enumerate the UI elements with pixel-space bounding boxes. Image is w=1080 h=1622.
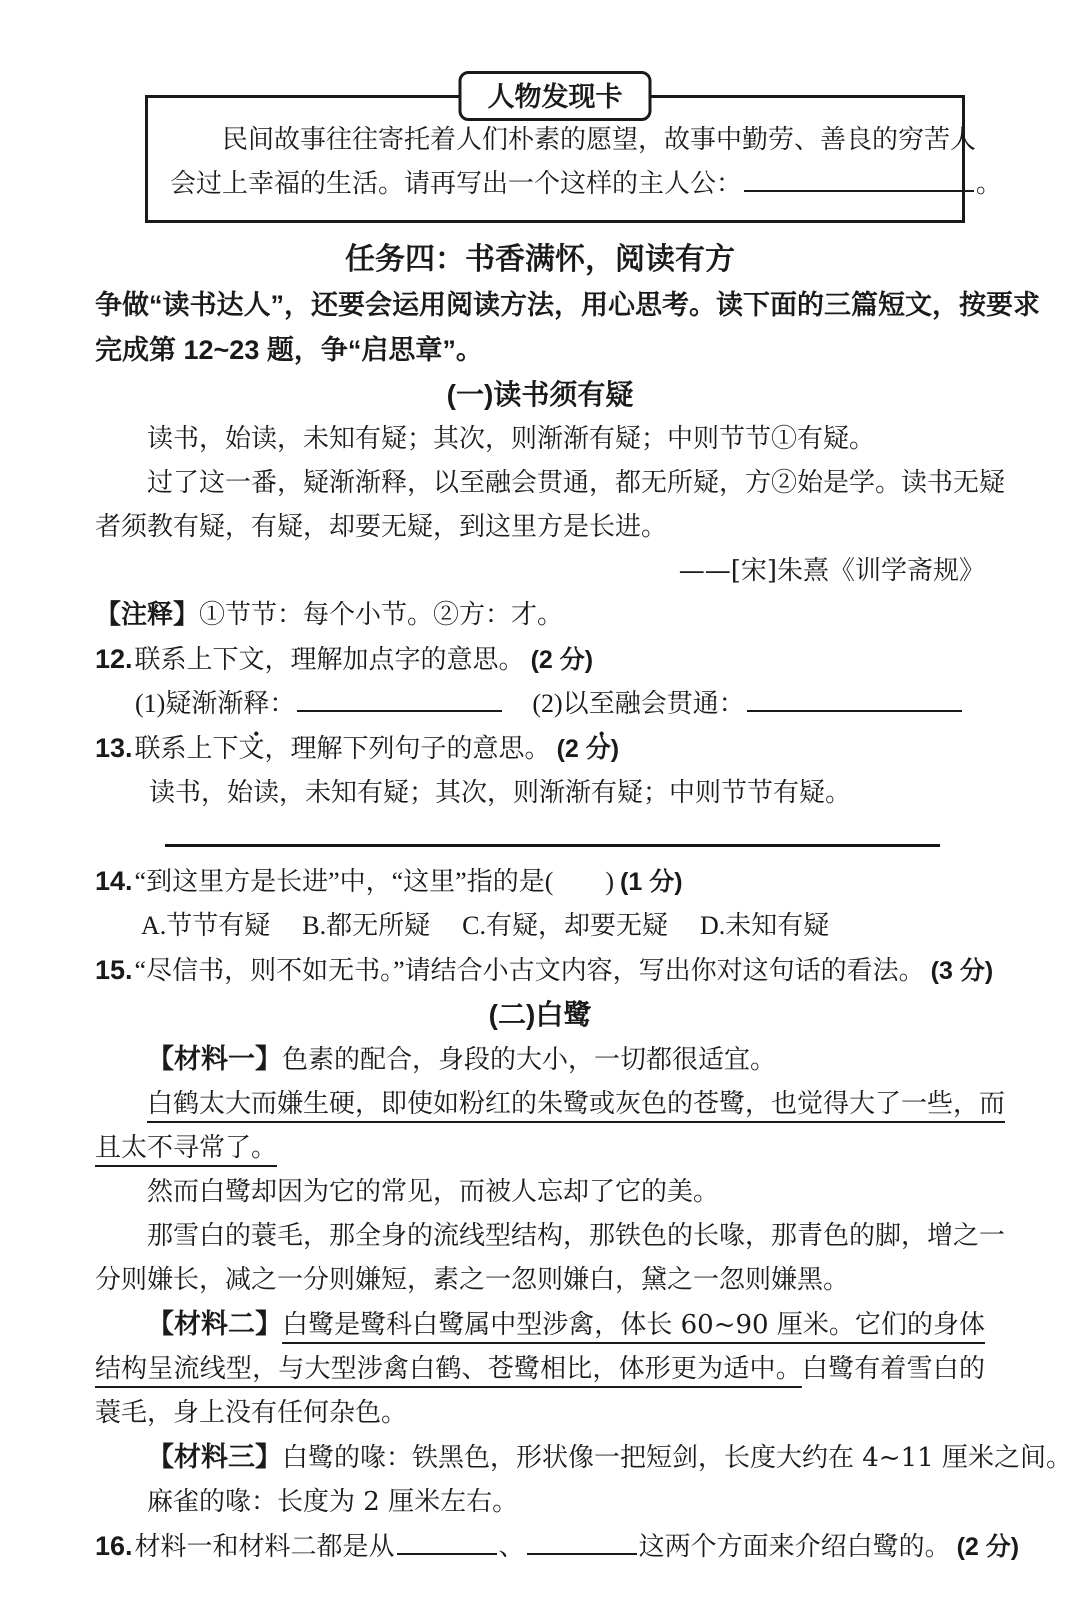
question-text: 材料一和材料二都是从 <box>134 1532 395 1561</box>
dotted-char: 至 <box>588 689 615 718</box>
text-line: 过了这一番，疑渐渐释，以至融会贯通，都无所疑，方②始是学。读书无疑 <box>147 468 1006 498</box>
score-badge: (2 分) <box>530 646 594 674</box>
exam-page <box>0 82 1080 1622</box>
quoted-sentence: 读书，始读，未知有疑；其次，则渐渐有疑；中则节节有疑。 <box>149 778 852 808</box>
material-two-label: 【材料二】 <box>147 1309 283 1339</box>
question-14 <box>95 859 985 904</box>
material-three-line2: 麻雀的喙：长度为 2 厘米左右。 <box>147 1487 519 1517</box>
passage-one-paragraph1 <box>95 417 985 461</box>
answer-line <box>165 815 940 847</box>
question-text: “尽信书，则不如无书。”请结合小古文内容，写出你对这句话的看法。 <box>134 956 925 985</box>
text-line: 读书，始读，未知有疑；其次，则渐渐有疑；中则节节①有疑。 <box>147 424 876 454</box>
passage-two-paragraph3: 然而白鹭却因为它的常见，而被人忘却了它的美。 <box>147 1177 720 1207</box>
question-16 <box>95 1524 1020 1569</box>
material-three-label: 【材料三】 <box>147 1442 282 1472</box>
part2-text: (2)以 <box>532 689 589 718</box>
question-12-parts <box>95 682 985 726</box>
question-13 <box>95 726 985 771</box>
score-badge: (3 分) <box>930 957 994 985</box>
material-two <box>95 1302 985 1435</box>
card-body-line2 <box>170 162 1003 206</box>
question-12 <box>95 637 985 682</box>
text-line: 那雪白的蓑毛，那全身的流线型结构，那铁色的长喙，那青色的脚，增之一 <box>147 1221 1006 1251</box>
question-number: 12. <box>95 644 133 674</box>
passage-one-title: (一)读书须有疑 <box>446 379 634 410</box>
material-one-label: 【材料一】 <box>147 1044 282 1074</box>
material-one <box>95 1037 985 1082</box>
question-14-options <box>95 904 985 948</box>
question-text: 联系上下文，理解加点字的意思。 <box>134 645 525 674</box>
question-number: 16. <box>95 1531 133 1561</box>
dotted-char: 释 <box>243 689 270 718</box>
notes-line <box>95 593 985 637</box>
question-number: 13. <box>95 733 133 763</box>
score-badge: (2 分) <box>956 1533 1020 1561</box>
text-line: 完成第 12~23 题，争“启思章”。 <box>95 335 483 365</box>
underlined-paragraph <box>95 1082 1006 1170</box>
attribution: ——[宋]朱熹《训学斋规》 <box>678 556 985 586</box>
part1-colon: ： <box>269 689 296 718</box>
text-line: 者须教有疑，有疑，却要无疑，到这里方是长进。 <box>95 512 668 542</box>
material-one-text: 色素的配合，身段的大小，一切都很适宜。 <box>282 1045 777 1075</box>
notes-text: ①节节：每个小节。②方：才。 <box>199 600 564 630</box>
card-body-text: 会过上幸福的生活。请再写出一个这样的主人公： <box>170 169 743 199</box>
question-number: 14. <box>95 866 133 896</box>
question-15 <box>95 948 994 993</box>
discovery-card-title: 人物发现卡 <box>459 71 652 121</box>
fill-blank <box>744 166 974 192</box>
option-d: D.未知有疑 <box>699 911 830 940</box>
text-line: 分则嫌长，减之一分则嫌短，素之一忽则嫌白，黛之一忽则嫌黑。 <box>95 1265 850 1295</box>
score-badge: (1 分) <box>620 868 683 896</box>
material-two-text: 白鹭有着雪白的蓑毛，身上没有任何杂色。 <box>95 1354 985 1428</box>
question-text: “到这里方是长进”中，“这里”指的是( ) <box>134 867 615 896</box>
score-badge: (2 分) <box>556 735 620 763</box>
passage-one-paragraph2 <box>95 461 1006 549</box>
option-c: C.有疑，却要无疑 <box>462 911 668 940</box>
fill-blank <box>297 686 502 712</box>
card-body-period: 。 <box>976 169 1003 199</box>
fill-blank <box>397 1529 497 1555</box>
fill-blank <box>747 686 962 712</box>
discovery-card <box>145 82 1003 223</box>
question-text-mid: 、 <box>498 1532 525 1561</box>
intro-paragraph <box>95 283 1040 373</box>
part2-text-rest: 融会贯通： <box>614 689 745 718</box>
option-a: A.节节有疑 <box>141 911 271 940</box>
question-number: 15. <box>95 955 133 985</box>
text-line: 且太不寻常了。 <box>95 1133 278 1163</box>
card-body-line1: 民间故事往往寄托着人们朴素的愿望，故事中勤劳、善良的穷苦人 <box>222 125 977 155</box>
text-line: 白鹤太大而嫌生硬，即使如粉红的朱鹭或灰色的苍鹭，也觉得大了一些，而 <box>147 1089 1006 1119</box>
passage-two-paragraph4 <box>95 1214 1006 1302</box>
part1-text: (1)疑渐渐 <box>135 689 244 718</box>
text-line: 争做“读书达人”，还要会运用阅读方法，用心思考。读下面的三篇短文，按要求 <box>95 290 1040 320</box>
material-three-text: 白鹭的喙：铁黑色，形状像一把短剑，长度大约在 4~11 厘米之间。 <box>282 1443 1072 1473</box>
material-three <box>95 1435 1072 1480</box>
material-two-underlined-text: 白鹭是鹭科白鹭属中型涉禽，体长 60~90 厘米。它们的身体结构呈流线型，与大型涉禽白鹤、苍鹭相比，体形更为适中。 <box>95 1310 986 1384</box>
task-title: 任务四：书香满怀，阅读有方 <box>345 243 735 276</box>
question-text-rest: 这两个方面来介绍白鹭的。 <box>638 1532 951 1561</box>
question-text: 联系上下文，理解下列句子的意思。 <box>134 734 551 763</box>
passage-two-title: (二)白鹭 <box>488 999 592 1030</box>
fill-blank <box>527 1529 637 1555</box>
notes-label: 【注释】 <box>95 600 200 629</box>
option-b: B.都无所疑 <box>302 911 431 940</box>
